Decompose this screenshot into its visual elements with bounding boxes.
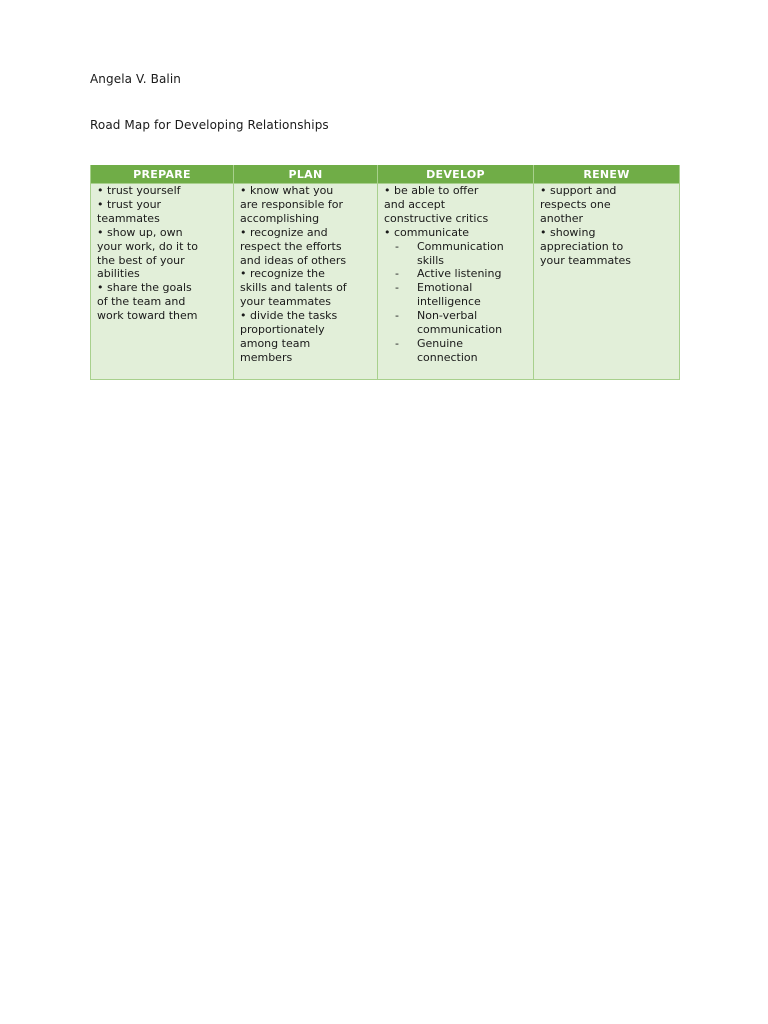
develop-subitem-continuation xyxy=(384,323,527,337)
prepare-line: the best of your xyxy=(97,253,185,267)
plan-line: respect the efforts xyxy=(240,239,342,253)
subitem-text: Emotional xyxy=(417,281,473,295)
plan-line: skills and talents of xyxy=(240,281,347,295)
prepare-line: • share the goals xyxy=(97,281,192,295)
subitem-text: intelligence xyxy=(417,295,481,309)
cell-develop xyxy=(378,184,534,380)
develop-line: • communicate xyxy=(384,225,470,239)
plan-line: • divide the tasks xyxy=(240,309,338,323)
renew-line: respects one xyxy=(540,197,611,211)
dash-marker: - xyxy=(395,267,399,281)
develop-line: and accept xyxy=(384,197,446,211)
header-plan: PLAN xyxy=(234,165,378,184)
plan-line: your teammates xyxy=(240,295,332,309)
table-header-row xyxy=(91,165,680,184)
subitem-text: connection xyxy=(417,350,478,364)
plan-line: are responsible for xyxy=(240,197,343,211)
dash-marker: - xyxy=(395,239,399,253)
plan-line: • recognize and xyxy=(240,225,328,239)
road-map-table xyxy=(90,165,680,380)
cell-plan xyxy=(234,184,378,380)
cell-prepare xyxy=(91,184,234,380)
develop-subitem-continuation xyxy=(384,254,527,268)
develop-subitem xyxy=(384,240,527,254)
header-renew: RENEW xyxy=(534,165,680,184)
dash-marker: - xyxy=(395,309,399,323)
subitem-text: Communication xyxy=(417,239,504,253)
develop-line: constructive critics xyxy=(384,211,489,225)
develop-subitem xyxy=(384,337,527,351)
renew-line: • support and xyxy=(540,184,617,197)
header-develop: DEVELOP xyxy=(378,165,534,184)
develop-subitem xyxy=(384,281,527,295)
table-row xyxy=(91,184,680,380)
plan-line: • recognize the xyxy=(240,267,325,281)
subitem-text: communication xyxy=(417,323,503,337)
subitem-text: Genuine xyxy=(417,336,464,350)
plan-line: among team xyxy=(240,336,311,350)
dash-marker: - xyxy=(395,281,399,295)
plan-line: accomplishing xyxy=(240,211,320,225)
develop-subitem-continuation xyxy=(384,295,527,309)
plan-line: proportionately xyxy=(240,323,325,337)
renew-line: • showing xyxy=(540,225,596,239)
prepare-line: of the team and xyxy=(97,295,186,309)
renew-line: your teammates xyxy=(540,253,632,267)
prepare-line: • show up, own xyxy=(97,225,183,239)
author-name: Angela V. Balin xyxy=(90,72,181,86)
dash-marker: - xyxy=(395,336,399,350)
develop-line: • be able to offer xyxy=(384,184,479,197)
develop-subitem-continuation xyxy=(384,351,527,365)
subitem-text: skills xyxy=(417,253,445,267)
prepare-line: • trust your xyxy=(97,197,162,211)
develop-subitem xyxy=(384,309,527,323)
cell-renew xyxy=(534,184,680,380)
prepare-line: your work, do it to xyxy=(97,239,198,253)
document-title: Road Map for Developing Relationships xyxy=(90,118,329,132)
prepare-line: teammates xyxy=(97,211,160,225)
prepare-line: abilities xyxy=(97,267,140,281)
plan-line: • know what you xyxy=(240,184,334,197)
renew-line: appreciation to xyxy=(540,239,624,253)
develop-subitem xyxy=(384,267,527,281)
plan-line: and ideas of others xyxy=(240,253,347,267)
plan-line: members xyxy=(240,350,293,364)
header-prepare: PREPARE xyxy=(91,165,234,184)
subitem-text: Active listening xyxy=(417,267,502,281)
subitem-text: Non-verbal xyxy=(417,309,478,323)
prepare-line: work toward them xyxy=(97,309,198,323)
renew-line: another xyxy=(540,211,584,225)
prepare-line: • trust yourself xyxy=(97,184,181,197)
